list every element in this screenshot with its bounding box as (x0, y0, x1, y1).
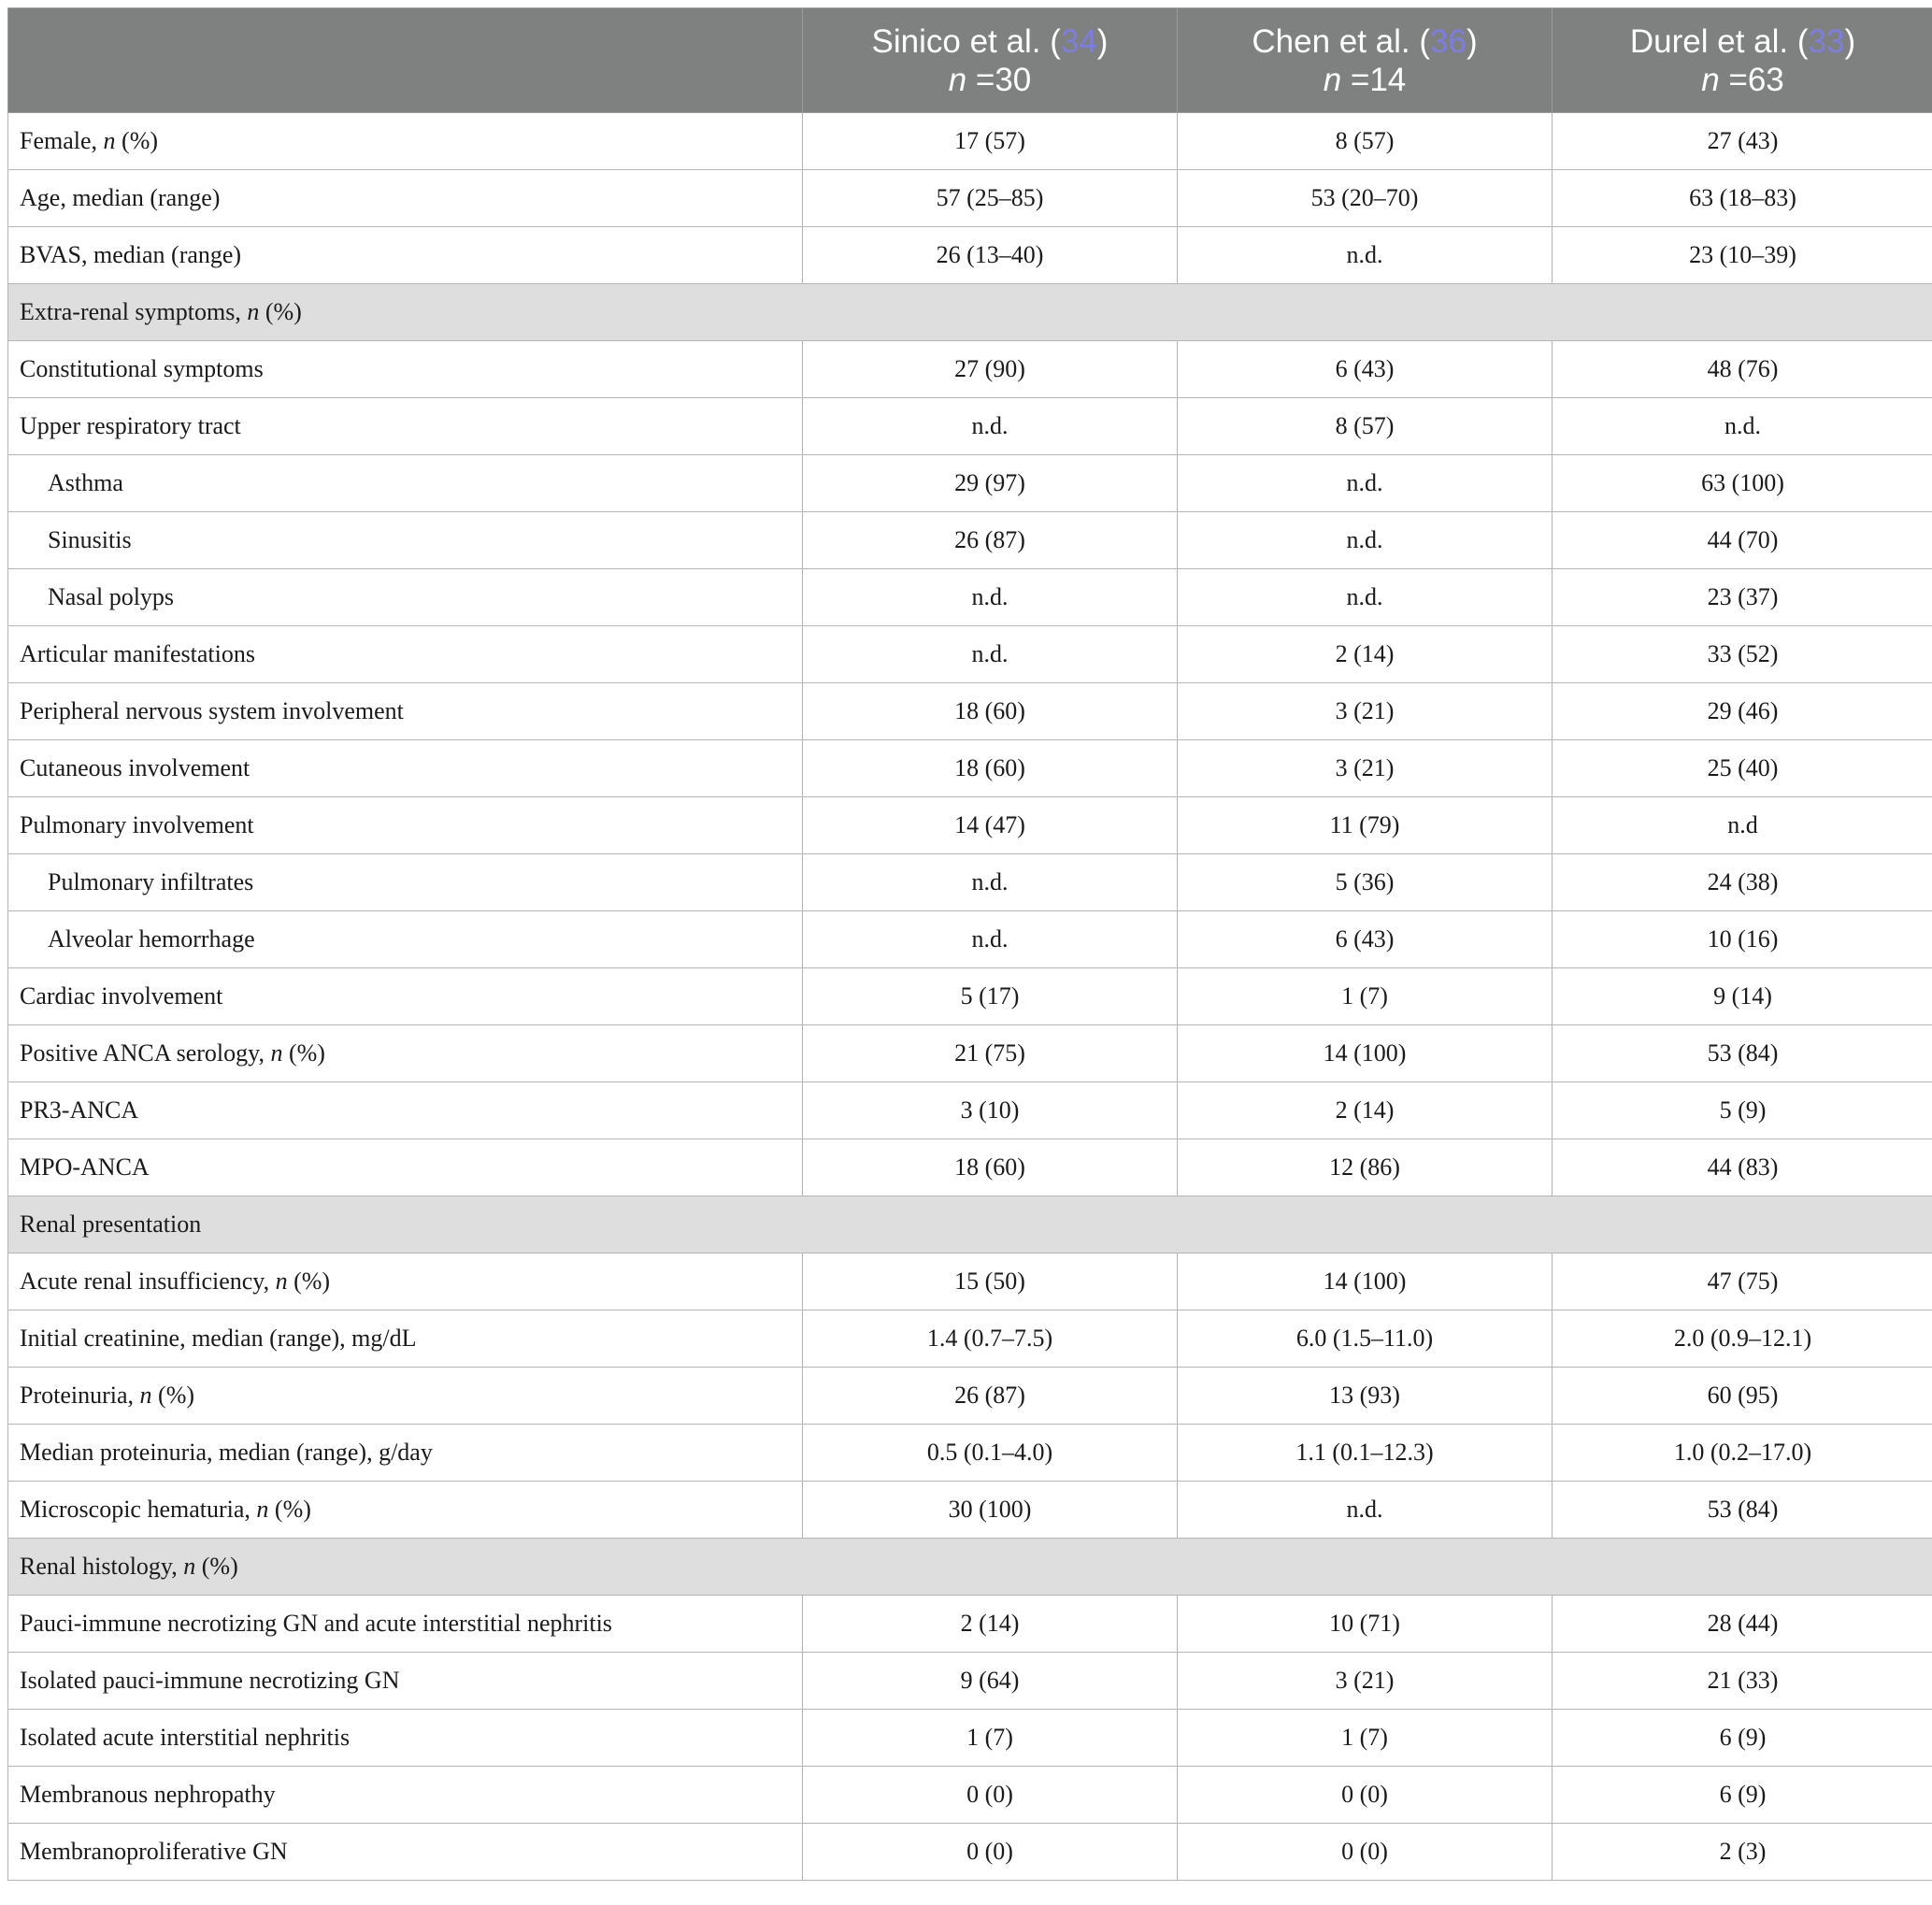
value-cell: 8 (57) (1178, 113, 1553, 170)
value-cell: 44 (83) (1553, 1139, 1932, 1196)
row-label-cell (8, 854, 803, 911)
value-cell: 14 (100) (1178, 1253, 1553, 1311)
row-label-cell (8, 626, 803, 683)
value-cell: 10 (16) (1553, 911, 1932, 968)
value-cell: 30 (100) (803, 1482, 1178, 1539)
table-row (8, 569, 1932, 626)
n-label: n (1323, 61, 1342, 98)
row-label: Microscopic hematuria, (20, 1496, 257, 1523)
value-cell: 3 (21) (1178, 1653, 1553, 1710)
row-label-cell (8, 1710, 803, 1767)
row-label: Pauci-immune necrotizing GN and acute interstitial nephritis (20, 1610, 612, 1637)
row-label-cell (8, 1767, 803, 1824)
table-row (8, 854, 1932, 911)
row-label-cell (8, 1253, 803, 1311)
value-cell: 14 (100) (1178, 1025, 1553, 1082)
table-row (8, 113, 1932, 170)
value-cell: 9 (64) (803, 1653, 1178, 1710)
table-row (8, 455, 1932, 512)
value-cell: 1 (7) (1178, 1710, 1553, 1767)
header-study-durel: Durel et al. (33) n =63 (1553, 8, 1932, 113)
value-cell: n.d. (1178, 455, 1553, 512)
value-cell: 2 (3) (1553, 1824, 1932, 1881)
row-label: Extra-renal symptoms, (20, 298, 248, 325)
row-label: Proteinuria, (20, 1382, 140, 1409)
study-author: Chen et al. (1252, 22, 1410, 60)
n-value: =14 (1350, 61, 1407, 98)
row-label-suffix: (%) (268, 1496, 311, 1523)
table-row (8, 1139, 1932, 1196)
value-cell: 6 (9) (1553, 1710, 1932, 1767)
value-cell: 27 (90) (803, 341, 1178, 398)
value-cell: 26 (13–40) (803, 227, 1178, 284)
table-row (8, 398, 1932, 455)
row-label-cell (8, 341, 803, 398)
value-cell: 6 (9) (1553, 1767, 1932, 1824)
value-cell: 5 (36) (1178, 854, 1553, 911)
table-row (8, 1482, 1932, 1539)
value-cell: 23 (10–39) (1553, 227, 1932, 284)
table-row (8, 1710, 1932, 1767)
row-label-cell (8, 1025, 803, 1082)
row-label-italic: n (270, 1039, 283, 1067)
row-label: Renal presentation (20, 1210, 202, 1238)
row-label: Peripheral nervous system involvement (20, 697, 404, 724)
row-label-suffix: (%) (115, 127, 159, 154)
row-label-cell (8, 569, 803, 626)
section-header-row (8, 1539, 1932, 1596)
value-cell: 1 (7) (803, 1710, 1178, 1767)
value-cell: 1 (7) (1178, 968, 1553, 1025)
row-label-suffix: (%) (259, 298, 302, 325)
row-label-cell (8, 170, 803, 227)
row-label-cell (8, 740, 803, 797)
row-label-cell (8, 1653, 803, 1710)
value-cell: 60 (95) (1553, 1368, 1932, 1425)
value-cell: 8 (57) (1178, 398, 1553, 455)
row-label-cell (8, 911, 803, 968)
value-cell: 63 (18–83) (1553, 170, 1932, 227)
row-label-cell (8, 1425, 803, 1482)
row-label: PR3-ANCA (20, 1096, 139, 1124)
table-row (8, 1368, 1932, 1425)
value-cell: 47 (75) (1553, 1253, 1932, 1311)
row-label: Upper respiratory tract (20, 412, 241, 439)
value-cell: 57 (25–85) (803, 170, 1178, 227)
row-label-italic: n (183, 1553, 196, 1580)
row-label-cell (8, 683, 803, 740)
table-row (8, 911, 1932, 968)
row-label-italic: n (139, 1382, 152, 1409)
row-label: MPO-ANCA (20, 1153, 150, 1181)
row-label-cell (8, 1482, 803, 1539)
row-label-cell (8, 1139, 803, 1196)
value-cell: n.d. (1178, 569, 1553, 626)
row-label-cell (8, 797, 803, 854)
value-cell: 0.5 (0.1–4.0) (803, 1425, 1178, 1482)
value-cell: 18 (60) (803, 1139, 1178, 1196)
table-row (8, 1253, 1932, 1311)
value-cell: 6 (43) (1178, 341, 1553, 398)
section-label-cell (8, 1539, 1932, 1596)
row-label-suffix: (%) (151, 1382, 195, 1409)
row-label-suffix: (%) (287, 1268, 331, 1295)
value-cell: 53 (20–70) (1178, 170, 1553, 227)
value-cell: 18 (60) (803, 683, 1178, 740)
value-cell: 15 (50) (803, 1253, 1178, 1311)
table-row (8, 1596, 1932, 1653)
header-study-chen: Chen et al. (36) n =14 (1178, 8, 1553, 113)
row-label-cell (8, 1596, 803, 1653)
n-label: n (1701, 61, 1720, 98)
row-label-italic: n (275, 1268, 288, 1295)
row-label: Asthma (48, 469, 123, 496)
value-cell: n.d. (803, 569, 1178, 626)
value-cell: n.d. (803, 398, 1178, 455)
table-row (8, 1767, 1932, 1824)
row-label: Membranous nephropathy (20, 1781, 276, 1808)
table-row (8, 170, 1932, 227)
value-cell: 3 (21) (1178, 683, 1553, 740)
value-cell: 29 (46) (1553, 683, 1932, 740)
row-label: Female, (20, 127, 104, 154)
table-body (8, 113, 1932, 1881)
row-label-cell (8, 398, 803, 455)
value-cell: 13 (93) (1178, 1368, 1553, 1425)
value-cell: 26 (87) (803, 1368, 1178, 1425)
table-row (8, 341, 1932, 398)
value-cell: 14 (47) (803, 797, 1178, 854)
value-cell: 44 (70) (1553, 512, 1932, 569)
table-row (8, 1425, 1932, 1482)
value-cell: 10 (71) (1178, 1596, 1553, 1653)
row-label-cell (8, 227, 803, 284)
row-label-suffix: (%) (195, 1553, 238, 1580)
row-label: Median proteinuria, median (range), g/day (20, 1439, 433, 1466)
row-label-italic: n (247, 298, 260, 325)
table-row (8, 683, 1932, 740)
value-cell: 28 (44) (1553, 1596, 1932, 1653)
value-cell: n.d. (1178, 227, 1553, 284)
table-row (8, 227, 1932, 284)
value-cell: 53 (84) (1553, 1482, 1932, 1539)
value-cell: 12 (86) (1178, 1139, 1553, 1196)
value-cell: 0 (0) (803, 1767, 1178, 1824)
value-cell: 2.0 (0.9–12.1) (1553, 1311, 1932, 1368)
value-cell: 25 (40) (1553, 740, 1932, 797)
table-row (8, 1653, 1932, 1710)
row-label: Pulmonary involvement (20, 811, 254, 838)
table-row (8, 626, 1932, 683)
value-cell: 0 (0) (803, 1824, 1178, 1881)
table-row (8, 740, 1932, 797)
value-cell: 1.4 (0.7–7.5) (803, 1311, 1178, 1368)
row-label: Membranoproliferative GN (20, 1838, 288, 1865)
value-cell: 2 (14) (1178, 626, 1553, 683)
table-row (8, 1025, 1932, 1082)
value-cell: 3 (10) (803, 1082, 1178, 1139)
value-cell: 9 (14) (1553, 968, 1932, 1025)
row-label: Nasal polyps (48, 583, 175, 610)
table-header (8, 8, 1932, 113)
row-label: Constitutional symptoms (20, 355, 264, 382)
value-cell: 53 (84) (1553, 1025, 1932, 1082)
n-value: =63 (1728, 61, 1784, 98)
value-cell: n.d. (803, 854, 1178, 911)
value-cell: 27 (43) (1553, 113, 1932, 170)
row-label: Renal histology, (20, 1553, 184, 1580)
row-label-italic: n (103, 127, 116, 154)
row-label: Isolated acute interstitial nephritis (20, 1724, 351, 1751)
n-value: =30 (975, 61, 1032, 98)
study-comparison-table (7, 7, 1932, 1881)
row-label-cell (8, 113, 803, 170)
value-cell: 17 (57) (803, 113, 1178, 170)
table-row (8, 797, 1932, 854)
value-cell: 48 (76) (1553, 341, 1932, 398)
value-cell: 24 (38) (1553, 854, 1932, 911)
value-cell: n.d. (803, 626, 1178, 683)
row-label-cell (8, 512, 803, 569)
row-label: Cardiac involvement (20, 982, 223, 1010)
table-row (8, 1824, 1932, 1881)
value-cell: n.d. (803, 911, 1178, 968)
row-label-suffix: (%) (282, 1039, 325, 1067)
value-cell: 11 (79) (1178, 797, 1553, 854)
value-cell: 2 (14) (803, 1596, 1178, 1653)
row-label: Cutaneous involvement (20, 754, 250, 781)
value-cell: 1.0 (0.2–17.0) (1553, 1425, 1932, 1482)
value-cell: 2 (14) (1178, 1082, 1553, 1139)
value-cell: 23 (37) (1553, 569, 1932, 626)
value-cell: 5 (17) (803, 968, 1178, 1025)
value-cell: n.d (1553, 797, 1932, 854)
row-label: Initial creatinine, median (range), mg/dL (20, 1325, 417, 1352)
row-label: Acute renal insufficiency, (20, 1268, 276, 1295)
row-label-cell (8, 1368, 803, 1425)
value-cell: 63 (100) (1553, 455, 1932, 512)
study-author: Durel et al. (1629, 22, 1789, 60)
row-label-cell (8, 1311, 803, 1368)
row-label: Age, median (range) (20, 184, 221, 211)
value-cell: 0 (0) (1178, 1767, 1553, 1824)
value-cell: 1.1 (0.1–12.3) (1178, 1425, 1553, 1482)
value-cell: 18 (60) (803, 740, 1178, 797)
row-label-cell (8, 455, 803, 512)
value-cell: 0 (0) (1178, 1824, 1553, 1881)
value-cell: 21 (33) (1553, 1653, 1932, 1710)
header-study-sinico: Sinico et al. (34) n =30 (803, 8, 1178, 113)
reference-link[interactable]: 33 (1808, 22, 1845, 60)
section-header-row (8, 284, 1932, 341)
row-label: Isolated pauci-immune necrotizing GN (20, 1667, 400, 1694)
row-label-cell (8, 1824, 803, 1881)
value-cell: 33 (52) (1553, 626, 1932, 683)
row-label-cell (8, 968, 803, 1025)
value-cell: n.d. (1178, 512, 1553, 569)
row-label: Pulmonary infiltrates (48, 868, 254, 895)
table-row (8, 1082, 1932, 1139)
n-label: n (948, 61, 967, 98)
value-cell: 6.0 (1.5–11.0) (1178, 1311, 1553, 1368)
value-cell: 3 (21) (1178, 740, 1553, 797)
value-cell: 21 (75) (803, 1025, 1178, 1082)
header-row (8, 8, 1932, 113)
row-label-cell (8, 1082, 803, 1139)
value-cell: 6 (43) (1178, 911, 1553, 968)
reference-link[interactable]: 34 (1060, 22, 1097, 60)
row-label-italic: n (256, 1496, 269, 1523)
reference-link[interactable]: 36 (1430, 22, 1467, 60)
section-header-row (8, 1196, 1932, 1253)
section-label-cell (8, 1196, 1932, 1253)
value-cell: 5 (9) (1553, 1082, 1932, 1139)
table-row (8, 1311, 1932, 1368)
table-row (8, 968, 1932, 1025)
value-cell: 26 (87) (803, 512, 1178, 569)
row-label: Sinusitis (48, 526, 132, 553)
row-label: Articular manifestations (20, 640, 255, 667)
header-blank-cell (8, 8, 803, 113)
section-label-cell (8, 284, 1932, 341)
row-label: BVAS, median (range) (20, 241, 242, 268)
table-row (8, 512, 1932, 569)
value-cell: n.d. (1178, 1482, 1553, 1539)
study-author: Sinico et al. (871, 22, 1041, 60)
row-label: Alveolar hemorrhage (48, 925, 255, 952)
row-label: Positive ANCA serology, (20, 1039, 271, 1067)
value-cell: n.d. (1553, 398, 1932, 455)
value-cell: 29 (97) (803, 455, 1178, 512)
